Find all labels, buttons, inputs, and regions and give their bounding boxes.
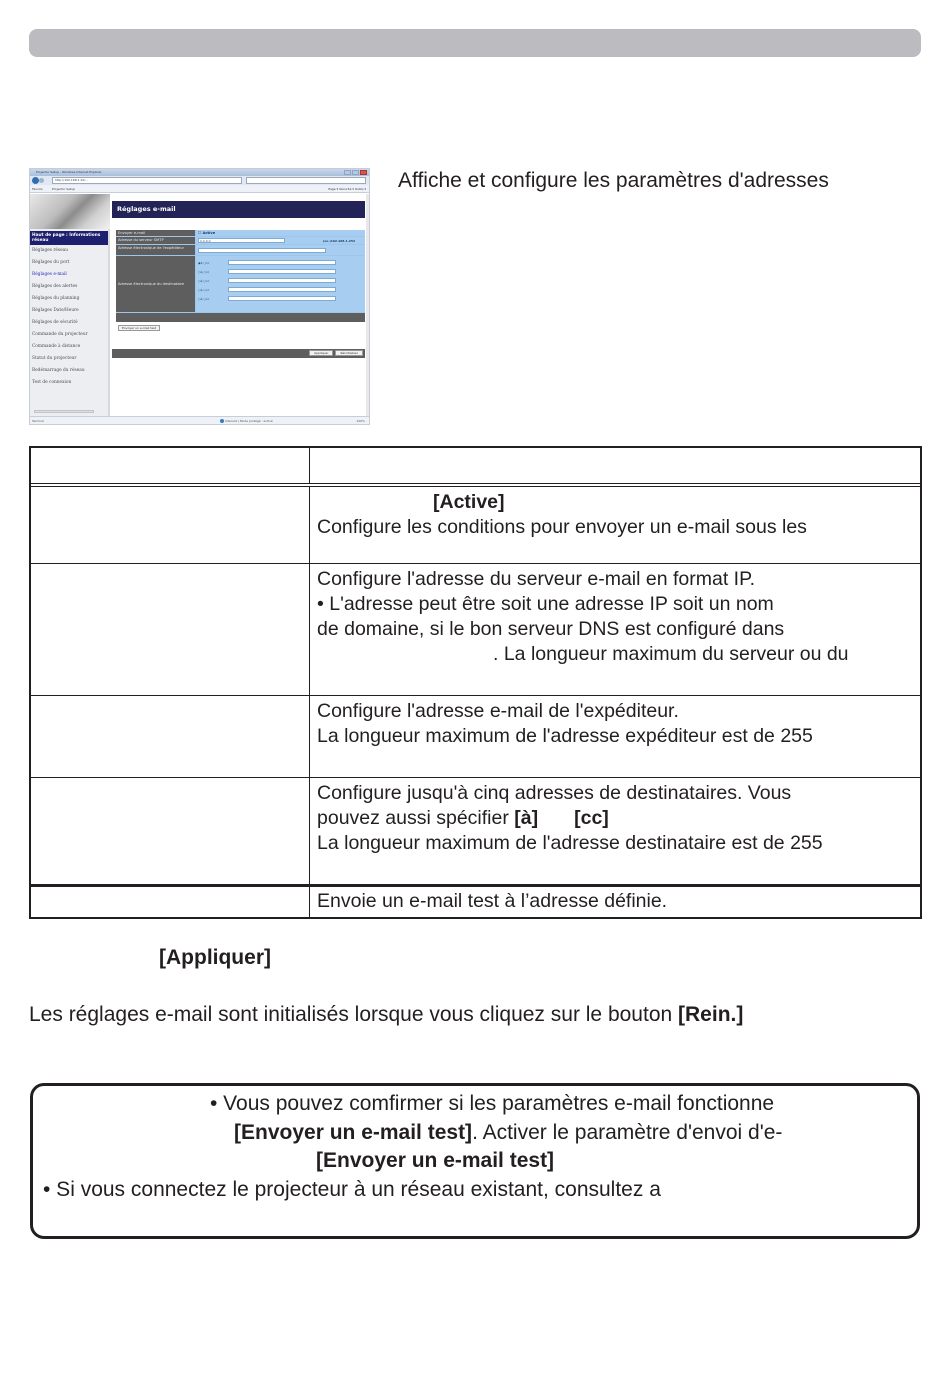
sidebar-items bbox=[30, 245, 108, 389]
sender-label: Adresse électronique de l'expéditeur bbox=[116, 245, 196, 255]
sender-input bbox=[198, 248, 326, 253]
apply-button: Appliquer bbox=[309, 350, 333, 356]
intro-text: Affiche et configure les paramètres d'adresses bbox=[398, 169, 829, 192]
sidebar-item: Commande du projecteur bbox=[32, 332, 88, 337]
recipient-row bbox=[198, 267, 363, 276]
apply-bar bbox=[112, 349, 365, 358]
desc-line: • L'adresse peut être soit une adresse IP soit un nom bbox=[317, 593, 774, 615]
sidebar-item: Réglages des alertes bbox=[32, 284, 78, 289]
cell-item bbox=[31, 564, 310, 695]
settings-table bbox=[29, 446, 922, 919]
table-row-recipients bbox=[31, 777, 920, 884]
url-field: http://192.168.1.10/... bbox=[52, 177, 242, 184]
to-cc-radios: ○à ○cc bbox=[198, 296, 210, 301]
sidebar-item: Redémarrage du réseau bbox=[32, 368, 85, 373]
address-bar bbox=[30, 176, 369, 185]
table-row-smtp bbox=[31, 563, 920, 695]
maximize-icon bbox=[352, 170, 359, 175]
recipient-input bbox=[228, 296, 336, 301]
reset-note-text: Les réglages e-mail sont initialisés lorsque vous cliquez sur le bouton bbox=[29, 1003, 679, 1026]
note-line-4: • Si vous connectez le projecteur à un réseau existant, consultez a bbox=[43, 1178, 661, 1201]
test-bar bbox=[116, 313, 365, 330]
cell-description bbox=[310, 696, 920, 777]
to-cc-radios: ○à ○cc bbox=[198, 287, 210, 292]
recipient-row bbox=[198, 276, 363, 285]
table-row-send-email bbox=[31, 483, 920, 563]
recipient-row bbox=[198, 285, 363, 294]
sidebar-item: Réglages Date/Heure bbox=[32, 308, 79, 313]
smtp-hint: (ex.)192.168.1.254 bbox=[322, 238, 355, 243]
header-cell-description bbox=[310, 448, 920, 483]
table-row-test-email bbox=[31, 884, 920, 917]
recipient-input bbox=[228, 260, 336, 265]
note-line-3 bbox=[316, 1147, 554, 1175]
status-text: Terminé bbox=[32, 419, 44, 423]
desc-line: Configure l'adresse e-mail de l'expéditeur. bbox=[317, 700, 679, 722]
sidebar-item: Réglages réseau bbox=[32, 248, 69, 253]
toolbar-tools: Page ▾ Sécurité ▾ Outils ▾ bbox=[328, 187, 366, 191]
recipient-row bbox=[198, 294, 363, 303]
web-page-title: Réglages e-mail bbox=[112, 201, 365, 218]
send-email-label: Envoyer e-mail bbox=[116, 230, 196, 236]
desc-line: . La longueur maximum du serveur ou du bbox=[493, 643, 849, 665]
cell-description bbox=[310, 887, 920, 917]
desc-line: La longueur maximum de l'adresse expéditeur est de 255 bbox=[317, 725, 813, 747]
smtp-input: 0.0.0.0 bbox=[198, 238, 285, 243]
zoom-level: 100% bbox=[356, 419, 365, 423]
sidebar-item-home: Haut de page : Informations réseau bbox=[30, 231, 108, 245]
projector-photo bbox=[30, 194, 110, 229]
cell-item bbox=[31, 696, 310, 777]
forward-icon bbox=[39, 178, 44, 183]
sidebar-item: Réglages du port bbox=[32, 260, 70, 265]
reset-note-bold: [Rein.] bbox=[678, 1003, 744, 1026]
nav-buttons bbox=[32, 177, 46, 184]
cell-item bbox=[31, 778, 310, 884]
to-cc-radios: ○à ○cc bbox=[198, 269, 210, 274]
cell-item bbox=[31, 887, 310, 917]
window-titlebar bbox=[30, 169, 369, 176]
table-row-sender bbox=[31, 695, 920, 777]
note-text: . Activer le paramètre d'envoi d'e- bbox=[472, 1121, 783, 1144]
row-smtp bbox=[116, 237, 365, 245]
desc-line: de domaine, si le bon serveur DNS est configuré dans bbox=[317, 618, 785, 640]
sidebar-scrollbar bbox=[34, 410, 94, 413]
note-line-1: • Vous pouvez comfirmer si les paramètres e-mail fonctionne bbox=[210, 1092, 775, 1115]
sidebar-item: Commande à distance bbox=[32, 344, 81, 349]
header-cell-item bbox=[31, 448, 310, 483]
cell-description bbox=[310, 778, 920, 884]
recipient-input bbox=[228, 269, 336, 274]
cc-bold: [cc] bbox=[574, 807, 609, 829]
globe-icon bbox=[220, 419, 224, 423]
active-label: Active bbox=[202, 231, 216, 235]
window-title: Projector Setup - Windows Internet Explorer bbox=[36, 170, 102, 174]
reset-note bbox=[29, 1003, 743, 1027]
desc-line: La longueur maximum de l'adresse destinataire est de 255 bbox=[317, 832, 823, 854]
sidebar-item-email: Réglages e-mail bbox=[32, 272, 67, 277]
to-bold: [à] bbox=[514, 807, 539, 829]
recipient-input bbox=[228, 287, 336, 292]
cell-item bbox=[31, 487, 310, 563]
window-controls bbox=[344, 170, 367, 175]
web-main bbox=[112, 194, 369, 417]
note-line-2 bbox=[234, 1119, 782, 1147]
desc-line: Envoie un e-mail test à l’adresse définie. bbox=[317, 890, 668, 912]
recipient-row bbox=[198, 258, 363, 267]
smtp-label: Adresse du serveur SMTP bbox=[116, 237, 196, 244]
active-checkbox: ☐ Active bbox=[198, 231, 216, 235]
cell-description bbox=[310, 487, 920, 563]
cell-description bbox=[310, 564, 920, 695]
row-recipients bbox=[116, 256, 365, 313]
browser-statusbar bbox=[30, 416, 369, 424]
close-icon bbox=[360, 170, 367, 175]
web-sidebar bbox=[30, 194, 110, 417]
search-field bbox=[246, 177, 366, 184]
back-icon bbox=[32, 177, 39, 184]
section-header-bar bbox=[29, 29, 921, 57]
row-sender bbox=[116, 245, 365, 256]
email-settings-form bbox=[116, 230, 365, 330]
desc-line: Configure l'adresse du serveur e-mail en format IP. bbox=[317, 568, 755, 590]
active-bold: [Active] bbox=[433, 491, 505, 513]
sidebar-item: Statut du projecteur bbox=[32, 356, 77, 361]
to-cc-radios: ○à ○cc bbox=[198, 278, 210, 283]
note-bold: [Envoyer un e-mail test] bbox=[316, 1149, 555, 1172]
desc-line: Configure jusqu'à cinq adresses de destinataires. Vous bbox=[317, 782, 792, 804]
recipient-label: Adresse électronique du destinataire bbox=[116, 256, 196, 312]
row-send-email bbox=[116, 230, 365, 237]
sidebar-item: Test de connexion bbox=[32, 380, 72, 385]
recipient-input bbox=[228, 278, 336, 283]
browser-toolbar bbox=[30, 185, 369, 193]
to-cc-radios: ◉à ○cc bbox=[198, 260, 210, 265]
note-bold: [Envoyer un e-mail test] bbox=[234, 1121, 473, 1144]
browser-tab: Projector Setup bbox=[52, 187, 76, 191]
apply-note: [Appliquer] bbox=[159, 946, 271, 969]
favorites-label: Favoris bbox=[32, 187, 43, 191]
sidebar-item: Réglages de sécurité bbox=[32, 320, 78, 325]
desc-line: pouvez aussi spécifier bbox=[317, 807, 515, 829]
sidebar-item: Réglages du planning bbox=[32, 296, 80, 301]
desc-line: Configure les conditions pour envoyer un e-mail sous les bbox=[317, 516, 807, 538]
send-test-email-button: Envoyer un e-mail test bbox=[118, 325, 160, 331]
browser-screenshot bbox=[29, 168, 370, 425]
note-box bbox=[30, 1083, 920, 1239]
minimize-icon bbox=[344, 170, 351, 175]
security-zone: Internet | Mode protégé : activé bbox=[225, 419, 273, 423]
reset-button: Réinitialiser bbox=[335, 350, 363, 356]
table-header-row bbox=[31, 448, 920, 483]
page-scrollbar bbox=[366, 194, 369, 417]
